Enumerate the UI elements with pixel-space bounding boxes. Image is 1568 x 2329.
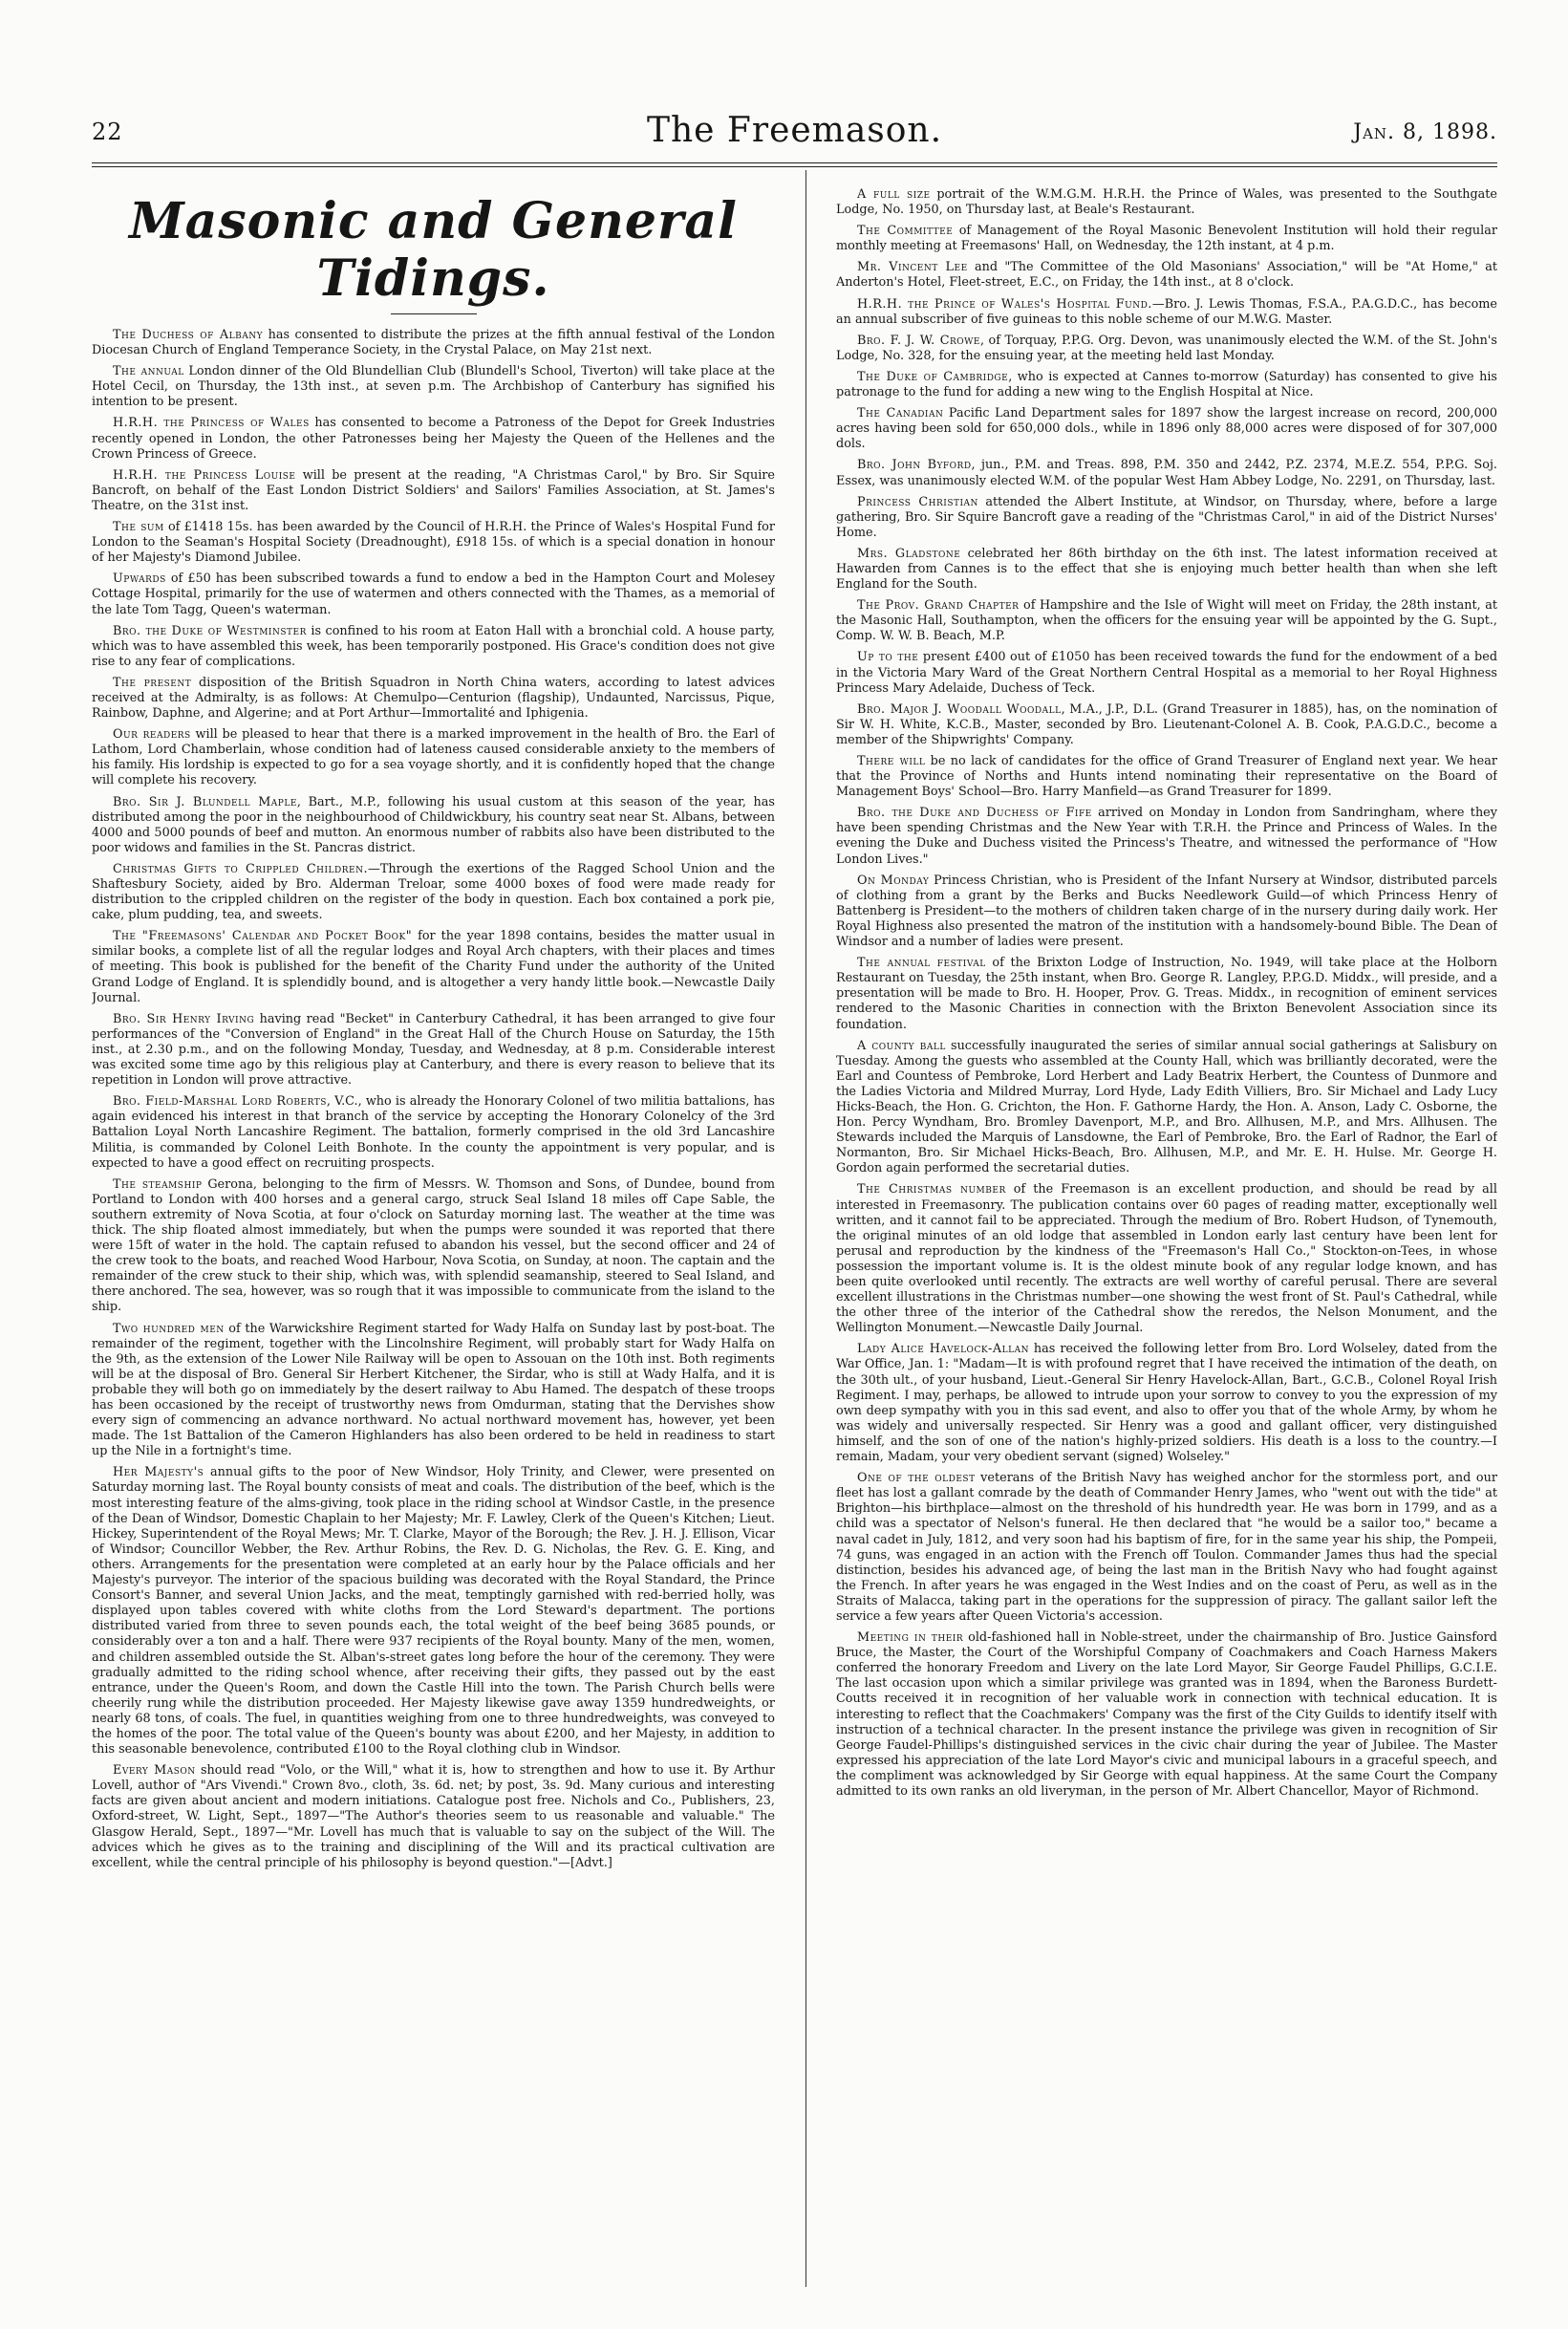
paragraph-lead: The annual festival: [857, 956, 986, 971]
paragraph-lead: H.R.H. the Princess Louise: [113, 467, 296, 483]
paragraph-lead: Bro. the Duke and Duchess of Fife: [857, 806, 1092, 821]
masthead: [92, 113, 1497, 161]
news-paragraph: [836, 260, 1497, 291]
news-paragraph: [92, 364, 775, 410]
news-paragraph: [836, 297, 1497, 328]
news-paragraph: [836, 702, 1497, 748]
news-paragraph: [92, 1177, 775, 1316]
news-paragraph: [836, 1182, 1497, 1336]
paragraph-lead: Every Mason: [113, 1763, 196, 1779]
news-paragraph: [836, 650, 1497, 696]
paragraph-lead: The Prov. Grand Chapter: [857, 598, 1020, 614]
paragraph-lead: The steamship: [113, 1176, 203, 1192]
paragraph-text: of £50 has been subscribed towards a fund to endow a bed in the Hampton Court and Molesey Cottage Hospital, primarily for the use of watermen and others connected with the Thames, as a memorial of the late Tom Tagg, Queen's waterman.: [92, 571, 775, 617]
header-rule: [92, 162, 1497, 163]
news-paragraph: [92, 795, 775, 856]
right-column: [836, 187, 1497, 2295]
paragraph-text: is confined to his room at Eaton Hall with a bronchial cold. A house party, which was to have assembled this week, has been temporarily postponed. His Grace's condition does not give rise to any fear of complications.: [92, 623, 775, 669]
news-paragraph: [92, 727, 775, 788]
paragraph-text: Pacific Land Department sales for 1897 show the largest increase on record, 200,000 acres having been sold for 650,000 dols., while in 1896 only 88,000 acres were disposed of for 307,000 dols.: [836, 406, 1497, 452]
issue-date: Jan. 8, 1898.: [1353, 120, 1497, 144]
paragraph-text: of the Brixton Lodge of Instruction, No. 1949, will take place at the Holborn Restaurant on Tuesday, the 25th instant, when Bro. George R. Langley, P.P.G.D. Middx., will preside, and a presentation will be made to Bro. H. Hooper, Prov. G. Treas. Middx., in recognition of eminent services rendered to the Masonic Charities in connection with the Brixton Benevolent Association since its foundation.: [836, 956, 1497, 1032]
news-paragraph: [92, 676, 775, 722]
news-paragraph: [92, 862, 775, 923]
news-paragraph: [92, 624, 775, 670]
paragraph-lead: The sum: [113, 520, 164, 535]
paragraph-text: attended the Albert Institute, at Windsor, on Thursday, where, before a large gathering, Bro. Sir Squire Bancroft gave a reading of the "Christmas Carol," in aid of the District Nurses' Home.: [836, 494, 1497, 540]
paragraph-lead: Bro. F. J. W. Crowe: [857, 333, 980, 348]
paragraph-text: has received the following letter from Bro. Lord Wolseley, dated from the War Office, Jan. 1: "Madam—It is with profound regret that I have received the intimation of the death, on the 30th ult., of your husband, Lieut.-General Sir Henry Havelock-Allan, Bart., G.C.B., Colonel Royal Irish Regiment. I may, perhaps, be allowed to intrude upon your sorrow to convey to you the expression of my own deep sympathy with you in this sad event, and also to offer you that of the whole Army, by whom he was widely and universally respected. Sir Henry was a good and gallant officer, very distinguished himself, and the son of one of the nation's highly-prized soldiers. His death is a loss to the country.—I remain, Madam, your very obedient servant (signed) Wolseley.": [836, 1342, 1497, 1465]
paragraph-text: old-fashioned hall in Noble-street, under the chairmanship of Bro. Justice Gainsford Bruce, the Master, the Court of the Worshipful Company of Coachmakers and Coach Harness Makers conferred the honorary Freedom and Livery on the late Lord Mayor, Sir George Faudel Phillips, G.C.I.E. The last occasion upon which a similar privilege was granted was in 1894, when the Baroness Burdett-Coutts received it in recognition of her valuable work in connection with technical education. It is interesting to reflect that the Coachmakers' Company was the first of the City Guilds to identify itself with instruction of a technical character. In the present instance the privilege was given in recognition of Sir George Faudel-Phillips's distinguished services in the civic chair during the year of Jubilee. The Master expressed his appreciation of the late Lord Mayor's civic and municipal labours in a graceful speech, and the compliment was acknowledged by Sir George with equal happiness. At the same Court the Company admitted to its own ranks an old liveryman, in the person of Mr. Albert Chancellor, Mayor of Richmond.: [836, 1630, 1497, 1799]
paragraph-lead: H.R.H. the Prince of Wales's Hospital Fund.: [857, 296, 1152, 312]
paragraph-lead: The annual: [113, 364, 184, 379]
news-paragraph: [92, 1763, 775, 1871]
paragraph-lead: A full size: [857, 187, 931, 202]
news-paragraph: [836, 956, 1497, 1032]
news-paragraph: [836, 806, 1497, 867]
left-column: [92, 178, 775, 2285]
paragraph-lead: Christmas Gifts to Crippled Children.: [113, 861, 369, 876]
paragraph-lead: Her Majesty's: [113, 1465, 204, 1480]
paragraph-lead: Lady Alice Havelock-Allan: [857, 1342, 1029, 1357]
paragraph-text: , jun., P.M. and Treas. 898, P.M. 350 and 2442, P.Z. 2374, M.E.Z. 554, P.P.G. Soj. Essex, was unanimously elected W.M. of the popular West Ham Abbey Lodge, No. 2291, on Thursday, last.: [836, 458, 1497, 488]
paragraph-text: veterans of the British Navy has weighed anchor for the stormless port, and our fleet has lost a gallant comrade by the death of Commander Henry James, who "went out with the tide" at Brighton—his birthplace—almost on the threshold of his hundredth year. He was born in 1799, and as a child was a spectator of Nelson's funeral. He then declared that "he would be a sailor too," became a naval cadet in July, 1812, and very soon had his baptism of fire, for in the same year his ship, the Pompeii, 74 guns, was engaged in an action with the French off Toulon. Commander James thus had the special distinction, besides his advanced age, of being the last man in the British Navy who had fought against the French. In after years he was engaged in the West Indies and on the coast of Peru, as well as in the Straits of Malacca, taking part in the operations for the suppression of piracy. The gallant sailor left the service a few years after Queen Victoria's accession.: [836, 1471, 1497, 1624]
section-title: Masonic and General Tidings.: [129, 192, 738, 308]
paragraph-lead: Meeting in their: [857, 1630, 964, 1646]
paragraph-text: , Bart., M.P., following his usual custom at this season of the year, has distributed among the poor in the neighbourhood of Childwickbury, his country seat near St. Albans, between 4000 and 5000 pounds of beef and mutton. An enormous number of rabbits also have been distributed to the poor widows and families in the St. Pancras district.: [92, 794, 775, 855]
paragraph-lead: Our readers: [113, 727, 191, 743]
news-paragraph: [92, 571, 775, 617]
paragraph-text: , M.A., J.P., D.L. (Grand Treasurer in 1885), has, on the nomination of Sir W. H. White, K.C.B., Master, seconded by Bro. Lieutenant-Colonel A. B. Cook, P.A.G.D.C., become a member of the Shipwrights' Company.: [836, 701, 1497, 747]
paragraph-lead: Bro. Major J. Woodall Woodall: [857, 701, 1062, 717]
paragraph-text: , of Torquay, P.P.G. Org. Devon, was unanimously elected the W.M. of the St. John's Lodge, No. 328, for the ensuing year, at the meeting held last Monday.: [836, 333, 1497, 363]
paragraph-text: present £400 out of £1050 has been received towards the fund for the endowment of a bed in the Victoria Mary Ward of the Great Northern Central Hospital as a memorial to her Royal Highness Princess Mary Adelaide, Duchess of Teck.: [836, 650, 1497, 696]
news-paragraph: [836, 754, 1497, 800]
title-rule: [391, 313, 477, 314]
column-divider: [805, 170, 806, 2287]
paragraph-lead: The Duchess of Albany: [113, 328, 264, 342]
paragraph-text: —Bro. J. Lewis Thomas, F.S.A., P.A.G.D.C., has become an annual subscriber of five guineas to this noble scheme of our M.W.G. Master.: [836, 296, 1497, 327]
paragraph-lead: H.R.H. the Princess of Wales: [113, 416, 310, 431]
news-paragraph: [92, 328, 775, 358]
news-paragraph: [836, 495, 1497, 541]
paragraph-text: having read "Becket" in Canterbury Cathedral, it has been arranged to give four performances of the "Conversion of England" in the Great Hall of the Church House on Saturday, the 15th inst., at 2.30 p.m., and on the following Monday, Tuesday, and Wednesday, at 8 p.m. Considerable interest was excited some time ago by this religious play at Canterbury, and there is every reason to believe that its repetition in London will prove attractive.: [92, 1011, 775, 1089]
paragraph-lead: A county ball: [857, 1038, 946, 1053]
paragraph-lead: Two hundred men: [113, 1321, 225, 1336]
paragraph-text: for the year 1898 contains, besides the matter usual in similar books, a complete list of all the regular lodges and Royal Arch chapters, with their places and times of meeting. This book is published for the benefit of the Charity Fund under the authority of the United Grand Lodge of England. It is splendidly bound, and is altogether a very handy little book.—Newcastle Daily Journal.: [92, 929, 775, 1005]
news-paragraph: [836, 598, 1497, 644]
newspaper-title: The Freemason.: [646, 111, 943, 150]
paragraph-lead: Princess Christian: [857, 494, 978, 509]
paragraph-text: and "The Committee of the Old Masonians' Association," will be "At Home," at Anderton's Hotel, Fleet-street, E.C., on Friday, the 14th inst., at 8 o'clock.: [836, 260, 1497, 291]
paragraph-lead: Upwards: [113, 571, 166, 587]
news-paragraph: [836, 547, 1497, 593]
paragraph-lead: Bro. the Duke of Westminster: [113, 623, 307, 638]
news-paragraph: [92, 1465, 775, 1758]
paragraph-text: , V.C., who is already the Honorary Colonel of two militia battalions, has again evidenced his interest in that branch of the service by accepting the Honorary Colonelcy of the 3rd Battalion Loyal North Lancashire Regiment. The battalion, formerly comprised in the old 3rd Lancashire Militia, is commanded by Colonel Leith Bonhote. In the county the appointment is very popular, and is expected to have a good effect on recruiting prospects.: [92, 1094, 775, 1171]
news-paragraph: [836, 187, 1497, 218]
news-paragraph: [92, 1094, 775, 1171]
news-paragraph: [92, 929, 775, 1005]
header-rule-thin: [92, 166, 1497, 167]
news-paragraph: [92, 468, 775, 514]
paragraph-text: disposition of the British Squadron in North China waters, according to latest advices received at the Admiralty, is as follows: At Chemulpo—Centurion (flagship), Undaunted, Narcissus, Pique, Rainbow, Daphne, and Algerine; and at Port Arthur—Immortalité and Iphigenia.: [92, 675, 775, 722]
paragraph-text: Princess Christian, who is President of the Infant Nursery at Windsor, distributed parcels of clothing from a grant by the Berks and Bucks Needlework Guild—of which Princess Henry of Battenberg is President—to the mothers of children taken charge of in the nursery during daily work. Her Royal Highness also presented the matron of the institution with a handsomely-bound Bible. The Dean of Windsor and a number of ladies were present.: [836, 873, 1497, 950]
paragraph-lead: The Christmas number: [857, 1182, 1006, 1197]
paragraph-lead: The present: [113, 675, 192, 690]
paragraph-text: London dinner of the Old Blundellian Club (Blundell's School, Tiverton) will take place at the Hotel Cecil, on Thursday, the 13th inst., at seven p.m. The Archbishop of Canterbury has signified his intention to be present.: [92, 364, 775, 410]
paragraph-text: be no lack of candidates for the office of Grand Treasurer of England next year. We hear that the Province of Norths and Hunts intend nominating their representative on the Board of Management Boys' School—Bro. Harry Manfield—as Grand Treasurer for 1899.: [836, 754, 1497, 800]
paragraph-lead: Mrs. Gladstone: [857, 546, 961, 561]
news-paragraph: [836, 1039, 1497, 1177]
paragraph-lead: The Committee: [857, 224, 954, 239]
paragraph-lead: Up to the: [857, 650, 919, 665]
paragraph-text: will be pleased to hear that there is a marked improvement in the health of Bro. the Earl of Lathom, Lord Chamberlain, whose condition had of lateness caused considerable anxiety to the members of his family. His lordship is expected to go for a sea voyage shortly, and it is confidently hoped that the change will complete his recovery.: [92, 727, 775, 788]
news-paragraph: [836, 334, 1497, 364]
paragraph-text: arrived on Monday in London from Sandringham, where they have been spending Christmas and the New Year with T.R.H. the Prince and Princess of Wales. In the evening the Duke and Duchess visited the Princess's Theatre, and witnessed the performance of "How London Lives.": [836, 806, 1497, 867]
news-paragraph: [836, 1342, 1497, 1465]
paragraph-lead: The Canadian: [857, 406, 944, 421]
paragraph-text: of the Warwickshire Regiment started for Wady Halfa on Sunday last by post-boat. The remainder of the regiment, together with the Lincolnshire Regiment, will probably start for Wady Halfa on the 9th, as the extension of the Lower Nile Railway will be open to Assouan on the 10th inst. Both regiments will be at the disposal of Bro. General Sir Herbert Kitchener, the Sirdar, who is still at Wady Halfa, and it is probable they will both go on immediately by the desert railway to Abu Hamed. The despatch of these troops has been occasioned by the receipt of trustworthy news from Omdurman, stating that the Dervishes show every sign of commencing an advance northward. No actual northward movement has, however, yet been made. The 1st Battalion of the Cameron Highlanders has also been ordered to be held in readiness to start up the Nile in a fortnight's time.: [92, 1321, 775, 1459]
news-paragraph: [836, 1471, 1497, 1625]
paragraph-text: annual gifts to the poor of New Windsor, Holy Trinity, and Clewer, were presented on Saturday morning last. The Royal bounty consists of meat and coals. The distribution of the beef, which is the most interesting feature of the alms-giving, took place in the riding school at Windsor Castle, in the presence of the Dean of Windsor, Domestic Chaplain to her Majesty; Mr. F. Lawley, Clerk of the Queen's Kitchen; Lieut. Hickey, Superintendent of the Royal Mews; Mr. T. Clarke, Mayor of the Borough; the Rev. J. H. J. Ellison, Vicar of Windsor; Councillor Webber, the Rev. Arthur Robins, the Rev. D. G. Nicholas, the Rev. G. E. King, and others. Arrangements for the presentation were completed at an early hour by the Palace officials and her Majesty's purveyor. The interior of the spacious building was decorated with the Royal Standard, the Prince Consort's Banner, and several Union Jacks, and the meat, temptingly garnished with red-berried holly, was displayed upon tables covered with white cloths from the Lord Steward's department. The portions distributed varied from three to seven pounds each, the total weight of the beef being 3685 pounds, or considerably over a ton and a half. There were 937 recipients of the Royal bounty. Many of the men, women, and children assembled outside the St. Alban's-street gates long before the hour of the ceremony. They were gradually admitted to the riding school whence, after receiving their gifts, they passed out by the east entrance, under the Queen's Room, and down the Castle Hill into the town. The Parish Church bells were cheerily rung while the distribution proceeded. Her Majesty likewise gave away 1359 hundredweights, or nearly 68 tons, of coals. The fuel, in quantities weighing from one to three hundredweights, was conveyed to the homes of the poor. The total value of the Queen's bounty was about £200, and her Majesty, in addition to this seasonable benevolence, contributed £100 to the Royal clothing club in Windsor.: [92, 1465, 775, 1758]
paragraph-text: of £1418 15s. has been awarded by the Council of H.R.H. the Prince of Wales's Hospital Fund for London to the Seaman's Hospital Society (Dreadnought), £918 15s. of which is a special donation in honour of her Majesty's Diamond Jubilee.: [92, 520, 775, 566]
paragraph-lead: The Duke of Cambridge: [857, 369, 1009, 384]
paragraph-text: celebrated her 86th birthday on the 6th inst. The latest information received at Hawarden from Cannes is to the effect that she is enjoying much better health than when she left England for the South.: [836, 546, 1497, 593]
news-paragraph: [836, 370, 1497, 400]
news-paragraph: [92, 1012, 775, 1089]
news-paragraph: [92, 520, 775, 566]
news-paragraph: [836, 1630, 1497, 1800]
paragraph-text: Gerona, belonging to the firm of Messrs. W. Thomson and Sons, of Dundee, bound from Portland to London with 400 horses and a general cargo, struck Seal Island 18 miles off Cape Sable, the southern extremity of Nova Scotia, at four o'clock on Saturday morning last. The weather at the time was thick. The ship floated almost immediately, but when the pumps were sounded it was reported that there were 15ft of water in the hold. The captain refused to abandon his vessel, but the second officer and 24 of the crew took to the boats, and reached Wood Harbour, Nova Scotia, on Sunday, at noon. The captain and the remainder of the crew stuck to their ship, which was, with splendid seamanship, steered to Seal Island, and there anchored. The sea, however, was so rough that it was impossible to communicate from the island to the ship.: [92, 1176, 775, 1315]
news-paragraph: [92, 1322, 775, 1460]
paragraph-lead: Bro. Sir Henry Irving: [113, 1011, 255, 1026]
paragraph-lead: One of the oldest: [857, 1471, 976, 1486]
news-paragraph: [836, 458, 1497, 488]
paragraph-lead: Bro. John Byford: [857, 458, 972, 473]
right-column-articles: [836, 187, 1497, 1800]
paragraph-lead: Bro. Field-Marshal Lord Roberts: [113, 1094, 327, 1110]
paragraph-text: —Through the exertions of the Ragged School Union and the Shaftesbury Society, aided by Bro. Alderman Treloar, some 4000 boxes of food were made ready for distribution to the crippled children on the register of the body in question. Each box contained a pork pie, cake, plum pudding, tea, and sweets.: [92, 861, 775, 923]
paragraph-text: , who is expected at Cannes to-morrow (Saturday) has consented to give his patronage to the fund for adding a new wing to the English Hospital at Nice.: [836, 369, 1497, 400]
paragraph-text: of the Freemason is an excellent production, and should be read by all interested in Freemasonry. The publication contains over 60 pages of reading matter, exceptionally well written, and it cannot fail to be appreciated. Through the medium of Bro. Robert Hudson, of Tynemouth, the original minutes of an old lodge that assembled in London early last century have been lent for perusal and reproduction by the kindness of the "Freemason's Hall Co.," Stockton-on-Tees, in whose possession the important volume is. It is the oldest minute book of any regular lodge known, and has been quite overlooked until recently. The extracts are well worthy of careful perusal. There are several excellent illustrations in the Christmas number—one showing the west front of St. Paul's Cathedral, while the other three of the interior of the Cathedral show the reredos, the Nelson Monument, and the Wellington Monument.—Newcastle Daily Journal.: [836, 1182, 1497, 1336]
paragraph-text: portrait of the W.M.G.M. H.R.H. the Prince of Wales, was presented to the Southgate Lodge, No. 1950, on Thursday last, at Beale's Restaurant.: [836, 187, 1497, 218]
left-column-articles: [92, 328, 775, 1871]
page-number: 22: [92, 119, 123, 145]
paragraph-lead: On Monday: [857, 873, 930, 888]
paragraph-text: will be present at the reading, "A Christmas Carol," by Bro. Sir Squire Bancroft, on behalf of the East London District Soldiers' and Sailors' Families Association, at St. James's Theatre, on the 31st inst.: [92, 467, 775, 513]
news-paragraph: [836, 224, 1497, 254]
news-paragraph: [92, 416, 775, 462]
news-paragraph: [836, 873, 1497, 950]
paragraph-text: should read "Volo, or the Will," what it is, how to strengthen and how to use it. By Arthur Lovell, author of "Ars Vivendi." Crown 8vo., cloth, 3s. 6d. net; by post, 3s. 9d. Many curious and interesting facts are given about ancient and modern initiations. Catalogue post free. Nichols and Co., Publishers, 23, Oxford-street, W. Light, Sept., 1897—"The Author's theories seem to us reasonable and valuable." The Glasgow Herald, Sept., 1897—"Mr. Lovell has much that is valuable to say on the subject of the Will. The advices which he gives as to the training and disciplining of the Will and its practical cultivation are excellent, while the central principle of his philosophy is beyond question."—[Advt.]: [92, 1763, 775, 1870]
paragraph-lead: Mr. Vincent Lee: [857, 260, 968, 275]
paragraph-text: has consented to distribute the prizes at the fifth annual festival of the London Diocesan Church of England Temperance Society, in the Crystal Palace, on May 21st next.: [92, 328, 775, 358]
paragraph-lead: There will: [857, 754, 926, 768]
news-paragraph: [836, 406, 1497, 452]
paragraph-lead: Bro. Sir J. Blundell Maple: [113, 794, 297, 809]
paragraph-lead: The "Freemasons' Calendar and Pocket Book": [113, 929, 413, 944]
paragraph-text: successfully inaugurated the series of similar annual social gatherings at Salisbury on Tuesday. Among the guests who assembled at the County Hall, which was brilliantly decorated, were the Earl and Countess of Pembroke, Lord Herbert and Lady Beatrix Herbert, the Countess of Dunmore and the Ladies Victoria and Mildred Murray, Lord Hyde, Lady Edith Villiers, Bro. Sir Michael and Lady Lucy Hicks-Beach, the Hon. G. Crichton, the Hon. F. Gathorne Hardy, the Hon. A. Anson, Lady C. Osborne, the Hon. Percy Wyndham, Bro. Bromley Davenport, M.P., and Bro. Allhusen, M.P., and Mrs. Allhusen. The Stewards included the Marquis of Lansdowne, the Earl of Pembroke, Bro. the Earl of Radnor, the Earl of Normanton, Bro. Sir Michael Hicks-Beach, Bro. Allhusen, M.P., and Mr. E. H. Hulse. Mr. George H. Gordon again performed the secretarial duties.: [836, 1038, 1497, 1176]
paragraph-text: has consented to become a Patroness of the Depot for Greek Industries recently opened in London, the other Patronesses being her Majesty the Queen of the Hellenes and the Crown Princess of Greece.: [92, 416, 775, 462]
paragraph-text: of Hampshire and the Isle of Wight will meet on Friday, the 28th instant, at the Masonic Hall, Southampton, when the officers for the ensuing year will be appointed by the G. Supt., Comp. W. W. B. Beach, M.P.: [836, 598, 1497, 644]
paragraph-text: of Management of the Royal Masonic Benevolent Institution will hold their regular monthly meeting at Freemasons' Hall, on Wednesday, the 12th instant, at 4 p.m.: [836, 224, 1497, 254]
